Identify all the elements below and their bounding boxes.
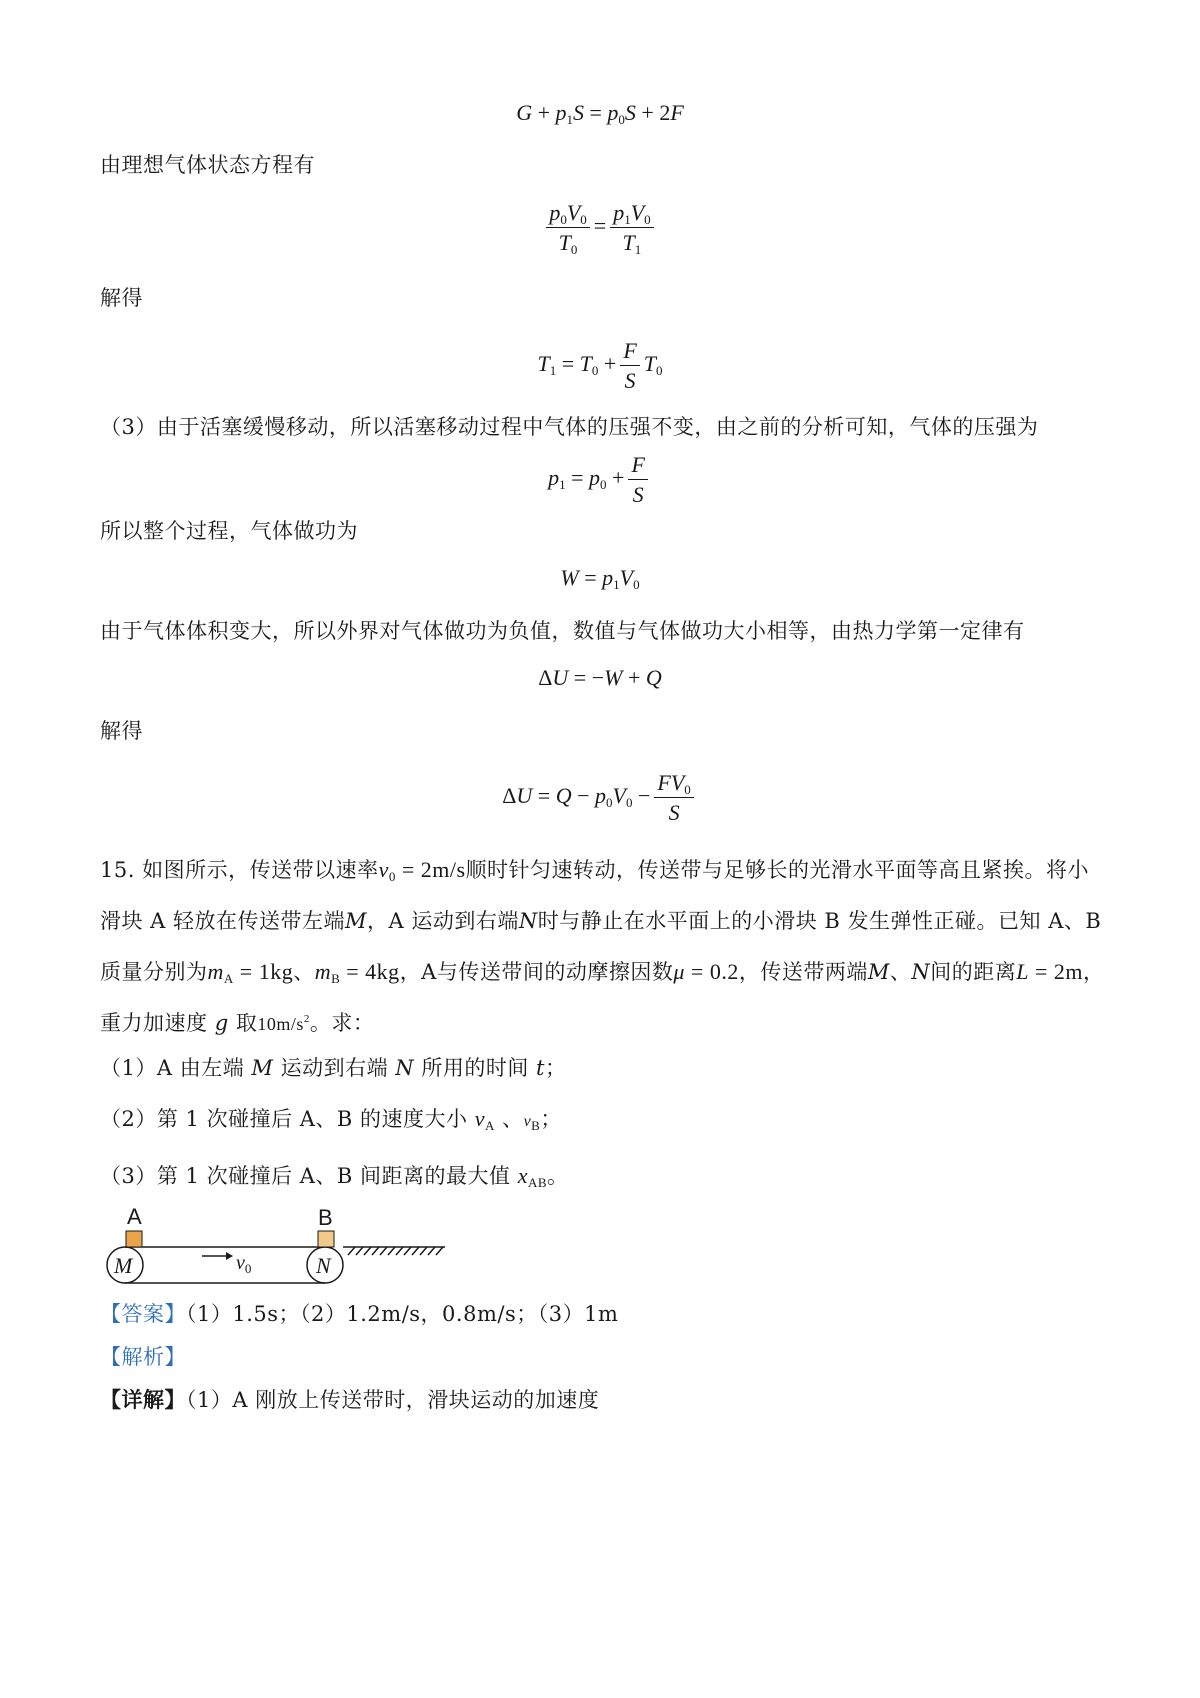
problem-number: 15. xyxy=(100,858,135,882)
answer-content: （1）1.5s；（2）1.2m/s，0.8m/s；（3）1m xyxy=(186,1302,619,1326)
velocity-arrowhead xyxy=(226,1252,233,1260)
detail-line xyxy=(100,1385,599,1415)
text-solve-1: 解得 xyxy=(100,286,143,310)
text-part-3: （3）由于活塞缓慢移动，所以活塞移动过程中气体的压强不变，由之前的分析可知，气体的压强为 xyxy=(100,415,1039,439)
label-v0: $v_0$ xyxy=(236,1252,252,1276)
text-work: 所以整个过程，气体做功为 xyxy=(100,519,358,543)
work-equation: $W = p_1V_0$ xyxy=(560,565,640,592)
question-3: （3）第 1 次碰撞后 A、B 间距离的最大值 $x_{AB}$。 xyxy=(100,1163,569,1190)
p1-equation: $p_1 = p_0$ + $\frac{F}{S}$ xyxy=(0,452,1200,508)
problem-15-line-1: 15. 如图所示，传送带以速率$v_0 = 2m/s$顺时针匀速转动，传送带与足够长的光滑水平面等高且紧挨。将小 xyxy=(100,857,1090,884)
answer-tag: 【答案】 xyxy=(100,1302,186,1326)
analysis-tag: 【解析】 xyxy=(100,1345,186,1369)
text-first-law: 由于气体体积变大，所以外界对气体做功为负值，数值与气体做功大小相等，由热力学第一定律有 xyxy=(100,619,1025,643)
block-a xyxy=(126,1231,142,1247)
label-a: A xyxy=(127,1204,142,1229)
ground-hatching xyxy=(348,1247,443,1255)
block-b xyxy=(318,1231,334,1247)
question-2: （2）第 1 次碰撞后 A、B 的速度大小 $v_A$ 、$v_B$； xyxy=(100,1106,562,1133)
detail-content: （1）A 刚放上传送带时，滑块运动的加速度 xyxy=(186,1388,600,1412)
answer-line xyxy=(100,1299,618,1329)
first-law-equation: ΔU = −W + Q xyxy=(538,665,662,690)
text-state-equation: 由理想气体状态方程有 xyxy=(100,153,315,177)
problem-15-line-2: 滑块 A 轻放在传送带左端M，A 运动到右端N时与静止在水平面上的小滑块 B 发生弹性正碰。已知 A、B xyxy=(100,909,1102,933)
label-b: B xyxy=(318,1205,333,1230)
gas-state-equation: $\frac{p_0V_0}{T_0}$ = $\frac{p_1V_0}{T_1}$ xyxy=(0,200,1200,256)
conveyor-belt-figure xyxy=(100,1200,460,1290)
label-n: N xyxy=(316,1253,331,1278)
text-solve-2: 解得 xyxy=(100,719,143,743)
t1-equation: $T_1 = T_0$ + $\frac{F}{S}$ $T_0$ xyxy=(537,338,663,393)
label-m: M xyxy=(114,1253,133,1278)
detail-tag: 【详解】 xyxy=(100,1387,186,1412)
delta-u-result-equation: $\Delta U = Q - p_0V_0$ − $\frac{FV_0}{S}$ xyxy=(0,770,1200,826)
force-balance-equation: $G + p_1S = p_0S + 2F$ xyxy=(516,100,684,127)
problem-15-line-3: 质量分别为$m_A = 1kg$、$m_B = 4kg$，A与传送带间的动摩擦因数μ = 0.2，传送带两端M、N间的距离L = 2m， xyxy=(100,959,1105,986)
problem-15-line-4: 重力加速度 g 取$10m/s^2$。求： xyxy=(100,1011,375,1035)
question-1: （1）A 由左端 M 运动到右端 N 所用的时间 t； xyxy=(100,1056,567,1080)
